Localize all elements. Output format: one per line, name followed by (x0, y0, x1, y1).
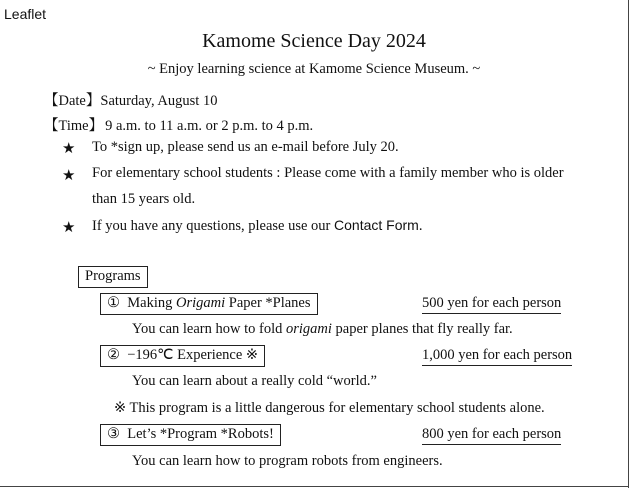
note-signup: To *sign up, please send us an e-mail before July 20. (92, 139, 399, 155)
program-1-title: ① Making Origami Paper *Planes (100, 293, 318, 315)
program-3-description: You can learn how to program robots from engineers. (132, 453, 443, 469)
date-row (44, 89, 217, 110)
star-icon: ★ (62, 166, 76, 184)
time-value: 9 a.m. to 11 a.m. or 2 p.m. to 4 p.m. (105, 118, 314, 134)
questions-text: If you have any questions, please use our (92, 218, 331, 234)
date-label: 【Date】 (44, 93, 101, 109)
leaflet-frame-bottom (0, 486, 628, 487)
program-2-title: ② −196℃ Experience ※ (100, 345, 265, 367)
program-2-warning: ※ This program is a little dangerous for elementary school students alone. (114, 400, 545, 416)
program-1-description: You can learn how to fold origami paper planes that fly really far. (132, 321, 513, 337)
note-elementary-line2: than 15 years old. (92, 191, 196, 207)
program-1-price: 500 yen for each person (422, 295, 561, 314)
program-1-number: ① (107, 295, 120, 311)
note-questions (92, 217, 422, 235)
contact-form-link[interactable]: Contact Form (334, 217, 419, 233)
program-2-price: 1,000 yen for each person (422, 347, 572, 366)
note-elementary-line1: For elementary school students : Please come with a family member who is older (92, 165, 564, 181)
time-row (44, 114, 313, 135)
program-2-description: You can learn about a really cold “world.” (132, 373, 377, 389)
program-3-price: 800 yen for each person (422, 426, 561, 445)
star-icon: ★ (62, 139, 76, 157)
program-3-title: ③ Let’s *Program *Robots! (100, 424, 281, 446)
leaflet-frame-right (628, 0, 629, 488)
page-subtitle: ~ Enjoy learning science at Kamome Science Museum. ~ (147, 61, 481, 77)
star-icon: ★ (62, 218, 76, 236)
date-value: Saturday, August 10 (100, 93, 218, 109)
programs-heading: Programs (78, 266, 148, 288)
time-label: 【Time】 (44, 118, 104, 134)
leaflet-label: Leaflet (4, 6, 47, 22)
questions-period: . (418, 218, 423, 234)
page-title: Kamome Science Day 2024 (202, 30, 426, 52)
program-3-number: ③ (107, 426, 120, 442)
program-2-number: ② (107, 347, 120, 363)
